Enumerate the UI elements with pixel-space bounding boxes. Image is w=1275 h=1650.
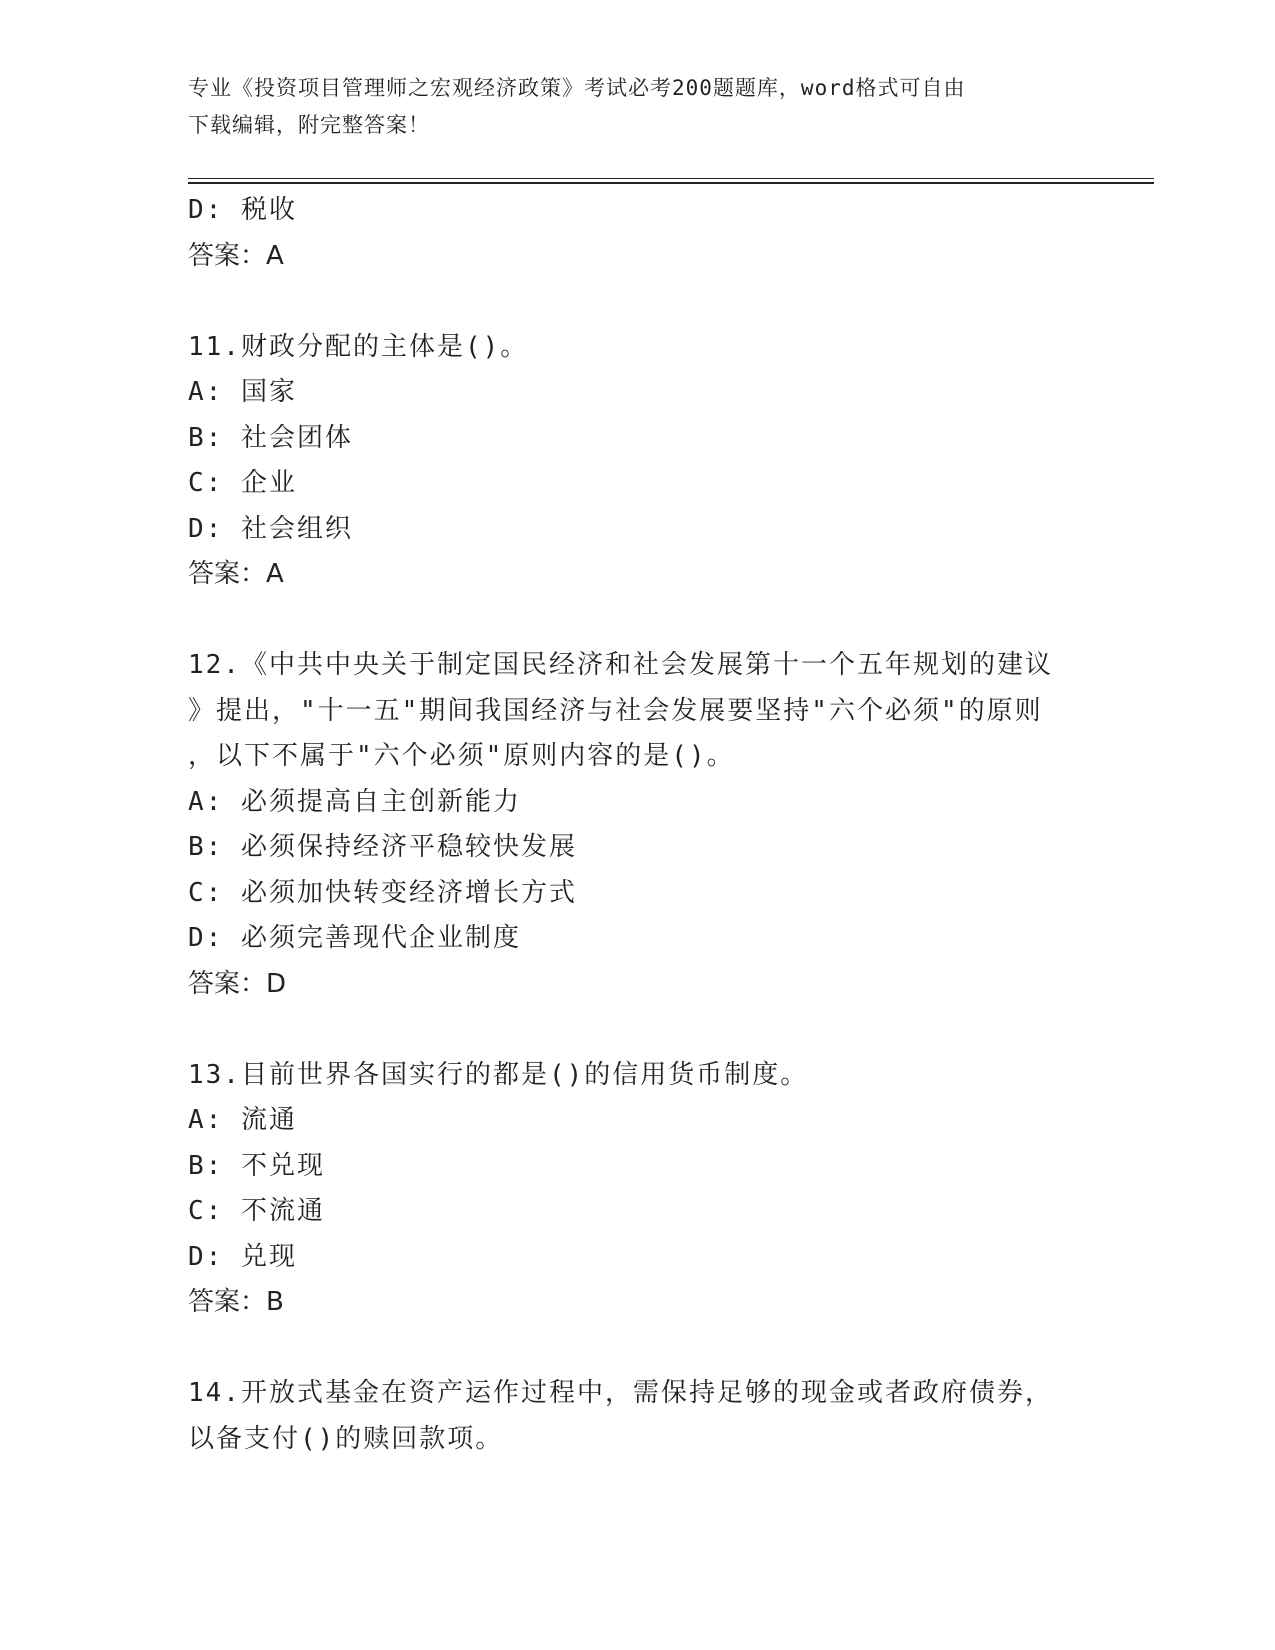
- question-stem: 12.《中共中央关于制定国民经济和社会发展第十一个五年规划的建议: [188, 650, 1053, 680]
- question-content: [188, 188, 1088, 1462]
- question-11: [188, 325, 1088, 598]
- answer: 答案：A: [188, 559, 284, 589]
- option-b: B: 必须保持经济平稳较快发展: [188, 832, 577, 862]
- spacer: [188, 279, 1088, 325]
- question-14: [188, 1371, 1088, 1462]
- header-line-1: 专业《投资项目管理师之宏观经济政策》考试必考200题题库，word格式可自由: [188, 76, 966, 100]
- option-a: A: 国家: [188, 377, 297, 407]
- option-b: B: 社会团体: [188, 422, 353, 453]
- question-stem: 13.目前世界各国实行的都是()的信用货币制度。: [188, 1059, 809, 1090]
- spacer: [188, 1007, 1088, 1053]
- answer: 答案：B: [188, 1287, 284, 1317]
- question-stem: 14.开放式基金在资产运作过程中，需保持足够的现金或者政府债券，: [188, 1378, 1053, 1408]
- option-c: C: 企业: [188, 468, 297, 498]
- option-b: B: 不兑现: [188, 1150, 325, 1181]
- header-line-2: 下载编辑，附完整答案！: [188, 113, 430, 137]
- header-divider-thick: [188, 182, 1154, 184]
- question-stem: ，以下不属于"六个必须"原则内容的是()。: [188, 741, 735, 771]
- answer: 答案：D: [188, 968, 287, 999]
- spacer: [188, 1326, 1088, 1372]
- question-12: [188, 643, 1088, 1007]
- prev-answer: 答案：A: [188, 240, 284, 271]
- option-c: C: 不流通: [188, 1196, 325, 1226]
- question-13: [188, 1053, 1088, 1326]
- page-header: [188, 70, 1088, 144]
- option-d: D: 社会组织: [188, 513, 353, 544]
- option-d: D: 兑现: [188, 1241, 297, 1272]
- prev-option-d: D: 税收: [188, 195, 297, 225]
- question-stem: 11.财政分配的主体是()。: [188, 331, 529, 362]
- question-stem: 以备支付()的赎回款项。: [188, 1423, 504, 1454]
- option-d: D: 必须完善现代企业制度: [188, 923, 521, 953]
- spacer: [188, 598, 1088, 644]
- header-divider-thin: [188, 178, 1154, 179]
- option-c: C: 必须加快转变经济增长方式: [188, 877, 577, 908]
- option-a: A: 流通: [188, 1105, 297, 1135]
- question-stem: 》提出，"十一五"期间我国经济与社会发展要坚持"六个必须"的原则: [188, 695, 1043, 726]
- option-a: A: 必须提高自主创新能力: [188, 786, 521, 817]
